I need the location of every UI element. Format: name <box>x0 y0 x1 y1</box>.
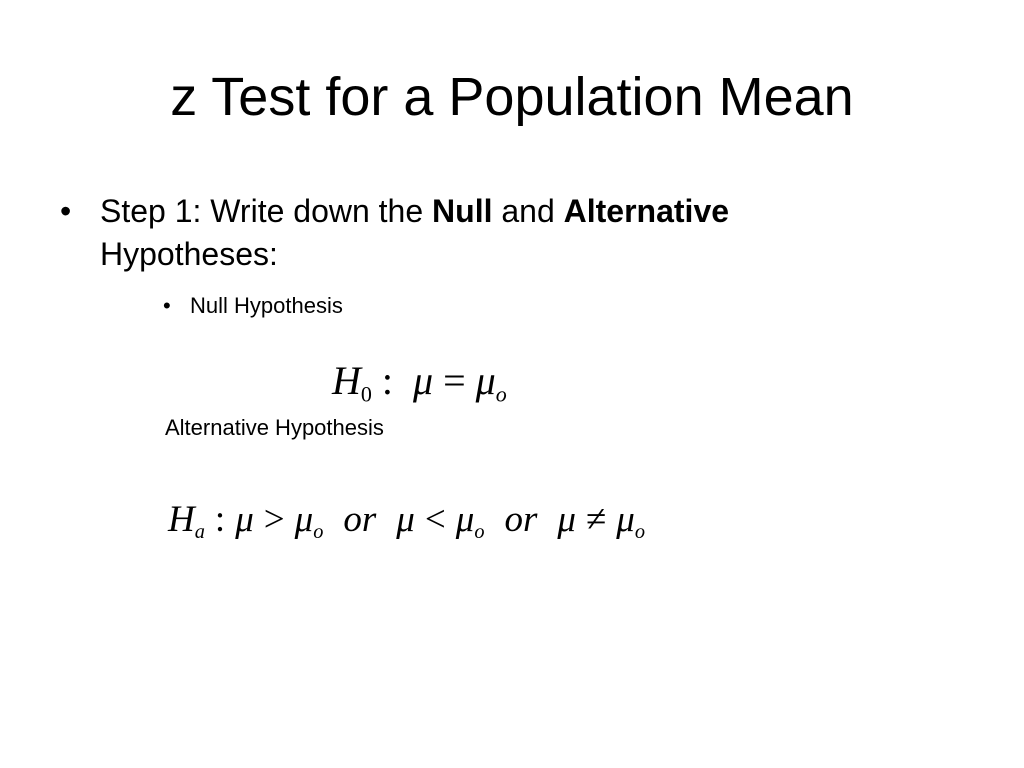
eq-mu-zero-symbol: μ <box>294 499 314 540</box>
eq-equals: = <box>443 358 466 403</box>
eq-subscript-o: o <box>495 381 507 407</box>
eq-or-word: or <box>504 499 538 540</box>
and-word: and <box>492 193 564 229</box>
eq-not-equal: ≠ <box>585 499 607 540</box>
eq-mu-zero-symbol: μ <box>475 358 496 403</box>
slide-title: z Test for a Population Mean <box>170 67 854 127</box>
alternative-hypothesis-label: Alternative Hypothesis <box>165 415 384 440</box>
eq-greater-than: > <box>263 499 285 540</box>
alternative-word: Alternative <box>563 193 730 229</box>
eq-mu-symbol: μ <box>557 499 576 540</box>
null-hypothesis-label: Null Hypothesis <box>190 293 343 318</box>
step1-text <box>100 190 930 276</box>
eq-mu-symbol: μ <box>235 499 254 540</box>
null-hypothesis-equation <box>332 356 507 406</box>
eq-or-word: or <box>343 499 377 540</box>
step1-text-after: Hypotheses: <box>100 236 278 272</box>
eq-mu-symbol: μ <box>413 358 434 403</box>
eq-mu-symbol: μ <box>396 499 415 540</box>
alternative-hypothesis-equation <box>168 496 645 544</box>
eq-h-symbol: H <box>332 358 361 403</box>
eq-mu-zero-symbol: μ <box>455 499 475 540</box>
step1-text-before: Step 1: Write down the <box>100 193 433 229</box>
eq-less-than: < <box>424 499 446 540</box>
eq-subscript-o: o <box>474 521 485 544</box>
eq-colon: : <box>214 499 226 540</box>
eq-h-symbol: H <box>168 499 195 540</box>
eq-subscript-0: 0 <box>360 381 372 407</box>
eq-subscript-o: o <box>634 521 646 544</box>
eq-subscript-a: a <box>194 521 205 544</box>
bullet-marker: • <box>60 193 72 229</box>
null-word: Null <box>432 193 493 229</box>
eq-colon: : <box>381 358 394 403</box>
sub-bullet-marker: • <box>163 293 171 318</box>
eq-subscript-o: o <box>313 521 324 544</box>
eq-mu-zero-symbol: μ <box>616 499 635 540</box>
